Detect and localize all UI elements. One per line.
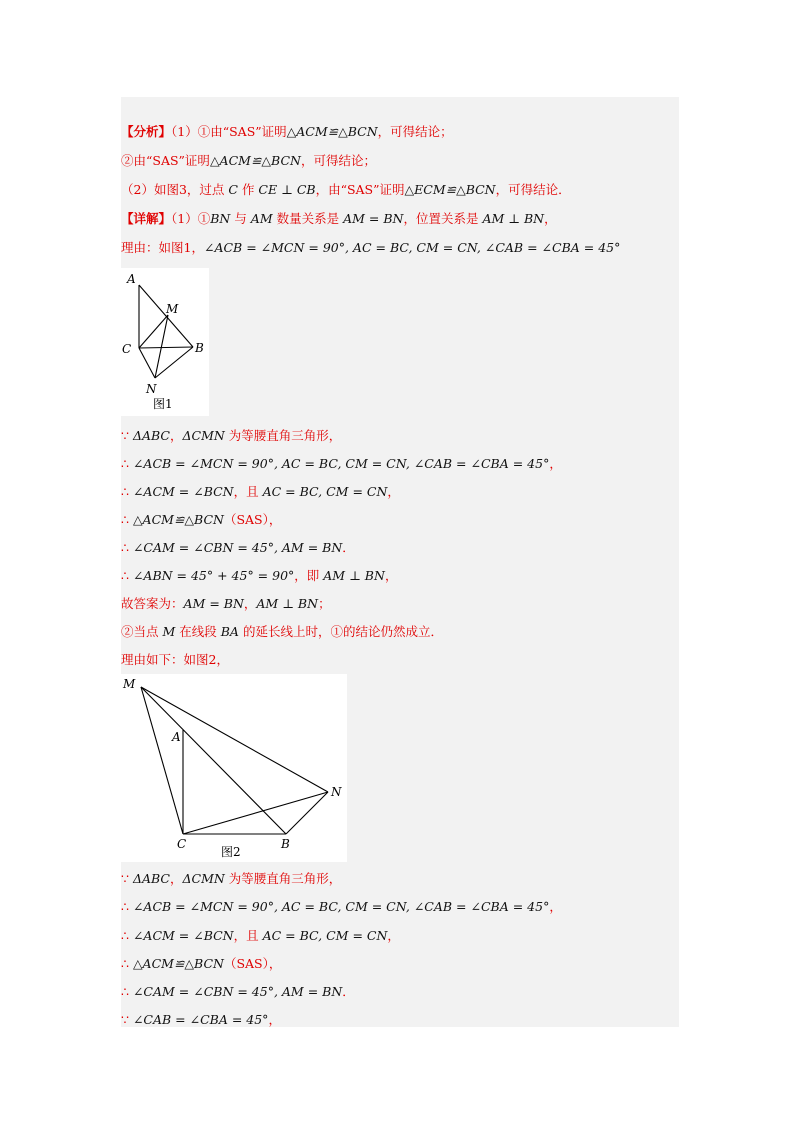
fig1-label-b: B xyxy=(195,341,204,355)
text-segment: ∴ xyxy=(121,484,133,499)
text-segment: ∴ xyxy=(121,984,133,999)
text-segment: ； xyxy=(318,596,331,611)
text-segment: C xyxy=(228,182,238,197)
solution-panel xyxy=(121,97,679,1027)
text-segment: ②由“SAS”证明 xyxy=(121,153,210,168)
because-line-2 xyxy=(121,871,341,887)
answer-line xyxy=(121,596,331,612)
text-segment: 在线段 xyxy=(175,624,221,639)
text-segment: 【详解】 xyxy=(121,211,172,226)
text-segment: 理由如下：如图2， xyxy=(121,652,229,667)
text-segment: ，且 xyxy=(233,928,263,943)
text-segment: AC = BC, CM = CN xyxy=(262,484,388,499)
fig1-label-n: N xyxy=(146,382,157,396)
text-segment: ， xyxy=(549,456,562,471)
part2-line xyxy=(121,624,443,640)
text-segment: △ACM≌△BCN xyxy=(132,956,224,971)
therefore-line-6 xyxy=(121,899,562,915)
therefore-line-9 xyxy=(121,984,355,1000)
text-segment: ， xyxy=(243,596,257,611)
text-segment: ΔCMN xyxy=(182,428,225,443)
text-segment: ∴ xyxy=(121,456,133,471)
text-segment: （SAS）， xyxy=(223,512,282,527)
text-segment: 理由：如图1， xyxy=(121,240,204,255)
text-segment: AM ⊥ BN xyxy=(256,596,319,611)
text-segment: ． xyxy=(342,540,355,555)
fig1-label-a: A xyxy=(127,272,136,286)
text-segment: △ECM≌△BCN xyxy=(404,182,496,197)
detail-line-1 xyxy=(121,211,557,227)
text-segment: ∠ACB = ∠MCN = 90°, AC = BC, CM = CN, ∠CAB = ∠CBA = 45° xyxy=(132,899,550,914)
text-segment: ∠CAM = ∠CBN = 45°, AM = BN xyxy=(132,540,343,555)
fig2-caption: 图2 xyxy=(221,845,241,859)
text-segment: ∠ACM = ∠BCN xyxy=(132,928,234,943)
text-segment: ∴ xyxy=(121,512,133,527)
text-segment: ΔCMN xyxy=(182,871,225,886)
text-segment: ΔABC xyxy=(132,428,170,443)
text-segment: ∴ xyxy=(121,899,133,914)
text-segment: 为等腰直角三角形， xyxy=(224,871,342,886)
text-segment: 数量关系是 xyxy=(272,211,344,226)
text-segment: △ACM≌△BCN xyxy=(286,124,378,139)
figure-1 xyxy=(121,268,209,416)
fig2-label-b: B xyxy=(281,837,290,851)
text-segment: 的延长线上时，①的结论仍然成立． xyxy=(238,624,443,639)
text-segment: ΔABC xyxy=(132,871,170,886)
text-segment: AM ⊥ BN xyxy=(323,568,385,583)
text-segment: ∠ACM = ∠BCN xyxy=(132,484,234,499)
figure-2 xyxy=(121,674,347,862)
text-segment: AM = BN xyxy=(343,211,404,226)
because-line-3 xyxy=(121,1012,281,1028)
therefore-line-2 xyxy=(121,484,400,500)
fig2-label-c: C xyxy=(177,837,187,851)
text-segment: M xyxy=(162,624,176,639)
fig1-caption: 图1 xyxy=(153,397,173,411)
text-segment: ，位置关系是 xyxy=(403,211,483,226)
text-segment: ，即 xyxy=(294,568,324,583)
text-segment: ②当点 xyxy=(121,624,163,639)
text-segment: ，且 xyxy=(233,484,263,499)
text-segment: ， xyxy=(387,484,400,499)
therefore-line-8 xyxy=(121,956,281,972)
text-segment: ， xyxy=(169,871,183,886)
text-segment: ，由“SAS”证明 xyxy=(315,182,405,197)
text-segment: AC = BC, CM = CN xyxy=(262,928,388,943)
text-segment: ， xyxy=(268,1012,281,1027)
text-segment: △ACM≌△BCN xyxy=(132,512,224,527)
text-segment: （1）① xyxy=(171,211,211,226)
text-segment: （SAS）， xyxy=(223,956,282,971)
text-segment: 【分析】 xyxy=(121,124,172,139)
text-segment: CE ⊥ CB xyxy=(258,182,316,197)
text-segment: AM = BN xyxy=(183,596,244,611)
text-segment: 为等腰直角三角形， xyxy=(224,428,342,443)
text-segment: ∠CAM = ∠CBN = 45°, AM = BN xyxy=(132,984,343,999)
text-segment: BN xyxy=(210,211,231,226)
analysis-line-2 xyxy=(121,153,376,169)
text-segment: ∴ xyxy=(121,568,133,583)
fig2-label-n: N xyxy=(331,785,342,799)
text-segment: ∴ xyxy=(121,540,133,555)
text-segment: △ACM≌△BCN xyxy=(209,153,301,168)
text-segment: ， xyxy=(169,428,183,443)
text-segment: 故答案为： xyxy=(121,596,184,611)
text-segment: AM xyxy=(250,211,273,226)
reason-line xyxy=(121,240,620,256)
fig1-label-m: M xyxy=(166,302,179,316)
fig1-label-c: C xyxy=(122,342,132,356)
text-segment: ∠ABN = 45° + 45° = 90° xyxy=(132,568,295,583)
therefore-line-3 xyxy=(121,512,281,528)
fig2-label-a: A xyxy=(172,730,181,744)
text-segment: ， xyxy=(384,568,398,583)
therefore-line-7 xyxy=(121,928,400,944)
text-segment: ． xyxy=(342,984,355,999)
text-segment: ∠ACB = ∠MCN = 90°, AC = BC, CM = CN, ∠CAB = ∠CBA = 45° xyxy=(203,240,621,255)
text-segment: ， xyxy=(387,928,400,943)
analysis-line-1 xyxy=(121,124,453,140)
text-segment: ，可得结论； xyxy=(377,124,453,139)
text-segment: ∵ xyxy=(121,428,133,443)
text-segment: ∴ xyxy=(121,928,133,943)
text-segment: ∴ xyxy=(121,956,133,971)
therefore-line-4 xyxy=(121,540,355,556)
text-segment: ∠ACB = ∠MCN = 90°, AC = BC, CM = CN, ∠CAB = ∠CBA = 45° xyxy=(132,456,550,471)
text-segment: ，可得结论； xyxy=(300,153,376,168)
text-segment: AM ⊥ BN xyxy=(482,211,545,226)
text-segment: 作 xyxy=(237,182,259,197)
text-segment: ， xyxy=(549,899,562,914)
text-segment: （2）如图3，过点 xyxy=(121,182,229,197)
text-segment: 与 xyxy=(230,211,251,226)
text-segment: （1）①由“SAS”证明 xyxy=(171,124,287,139)
text-segment: ∵ xyxy=(121,871,133,886)
text-segment: ， xyxy=(544,211,557,226)
because-line-1 xyxy=(121,428,341,444)
text-segment: ∠CAB = ∠CBA = 45° xyxy=(132,1012,269,1027)
fig2-label-m: M xyxy=(123,677,136,691)
text-segment: ∵ xyxy=(121,1012,133,1027)
text-segment: BA xyxy=(220,624,239,639)
analysis-line-3 xyxy=(121,182,571,198)
reason-line-2 xyxy=(121,652,229,668)
text-segment: ，可得结论． xyxy=(495,182,571,197)
therefore-line-5 xyxy=(121,568,397,584)
therefore-line-1 xyxy=(121,456,562,472)
